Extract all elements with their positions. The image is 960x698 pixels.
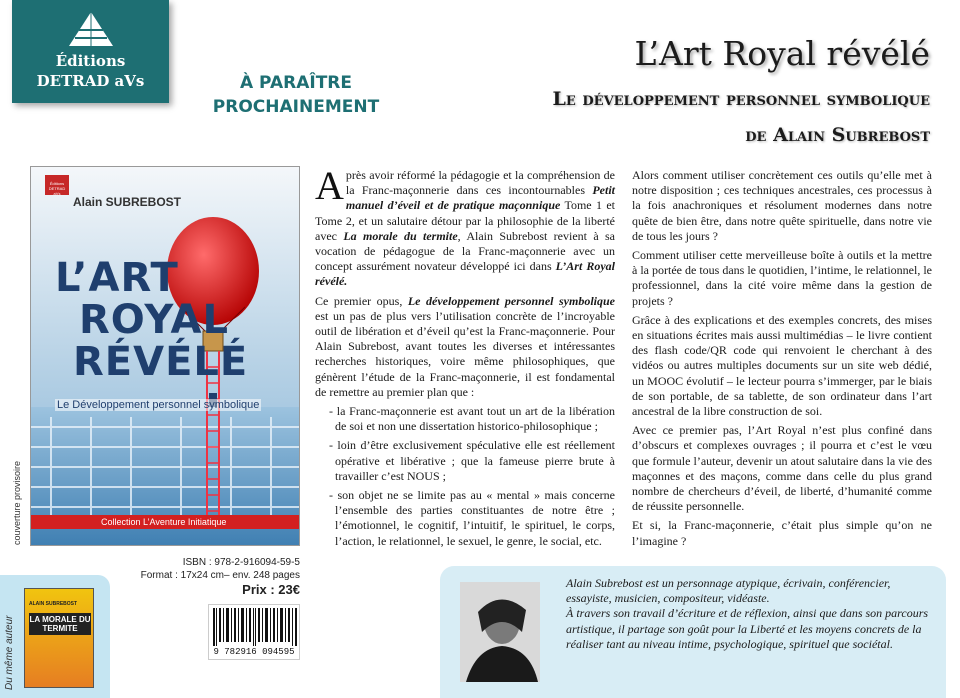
format-info: Format : 17x24 cm– env. 248 pages	[140, 570, 300, 581]
bullet-item: - son objet ne se limite pas au « mental » mais concerne l’ensemble des parties constituantes de notre être ; l’émotionnel, le cognitif, l’intuitif, le spirituel, le corps, l’action, le relationnel, le sexuel, le genre, le social, etc.	[329, 488, 615, 548]
announcement	[196, 71, 396, 119]
cover-subtitle: Le Développement personnel symbolique	[57, 399, 260, 411]
page-title: L’Art Royal révélé	[634, 34, 930, 73]
price: Prix : 23€	[242, 582, 300, 597]
cover-collection-band: Collection L’Aventure Initiatique	[31, 515, 299, 529]
cover-author: Alain SUBREBOST	[73, 195, 182, 209]
bio-paragraph: À travers son travail d’écriture et de réflexion, ainsi que dans son parcours artistique, il partage son goût pour la Liberté et les moyens concrets de la réaliser tant au niveau intime, psychologique, spirituel que sociétal.	[566, 606, 929, 651]
author-photo	[460, 582, 540, 682]
dropcap: A	[315, 163, 344, 208]
publisher-logo	[12, 0, 169, 103]
book-reference: Le développement personnel symbolique	[407, 293, 616, 308]
author-bio	[566, 576, 934, 652]
announcement-line1: À PARAÎTRE	[239, 73, 352, 93]
paragraph-intro	[315, 163, 616, 290]
description-column-1	[315, 163, 616, 553]
book-reference: L’Art Royal révélé.	[315, 259, 615, 289]
provisional-cover-note: couverture provisoire	[12, 460, 22, 545]
text-span: près avoir réformé la pédagogie et la compréhension de la Franc-maçonnerie dans ces incontournables	[345, 168, 615, 198]
same-author-label: Du même auteur	[4, 615, 15, 690]
publisher-name-line1: Éditions	[55, 52, 126, 70]
bio-paragraph: Alain Subrebost est un personnage atypique, écrivain, conférencier, essayiste, musicien, compositeur, vidéaste.	[566, 576, 891, 606]
bullet-item: - la Franc-maçonnerie est avant tout un art de la libération de soi et non une dissertation historico-philosophique ;	[329, 404, 615, 434]
paragraph-opus	[315, 294, 615, 400]
page-subtitle: Le développement personnel symbolique	[552, 88, 930, 110]
book-reference: La morale du termite	[343, 228, 458, 243]
paragraph: Et si, la Franc-maçonnerie, c’était plus simple qu’on ne l’imagine ?	[632, 518, 932, 548]
cover-title-line2: ROYAL	[79, 297, 229, 343]
bullet-item: - loin d’être exclusivement spéculative elle est réellement opérative et libérative ; que la fameuse pierre brute à travailler c’est NOUS ;	[329, 438, 615, 483]
cover-title-line3: RÉVÉLÉ	[73, 339, 249, 385]
paragraph: Grâce à des explications et des exemples concrets, des mises en situations écrites mais aussi multimédias – le livre contient des flash code/QR code qui renvoient le cherchant à des vidéos ou autres multiples documents sur un site web dédié, un MOOC évolutif – le lecteur pourra s’immerger, par le biais de son portable, de sa tablette, de son ordinateur dans l’art ancestral de la libre construction de soi.	[632, 312, 932, 419]
book-cover	[30, 166, 300, 546]
text-span: est un pas de plus vers l’utilisation concrète de l’incroyable outil de libération et d’éveil qu’est la Franc-maçonnerie. Pour Alain Subrebost, avant toutes les diverses et intéressantes recherches historiques, voire même philosophiques, que génèrent l’étude de la Franc-maçonnerie, il est fondamental de remettre au premier plan que :	[315, 308, 615, 399]
isbn: ISBN : 978-2-916094-59-5	[182, 557, 300, 568]
description-column-2	[632, 168, 932, 553]
text-span: Ce premier opus,	[315, 293, 408, 308]
cover-title-line1: L’ART	[55, 255, 179, 301]
paragraph: Comment utiliser cette merveilleuse boîte à outils et la mettre à la portée de tous dans le quotidien, l’intime, le relationnel, le professionnel, dans la cité voire même dans la gestion de projets ?	[632, 248, 932, 308]
paragraph: Alors comment utiliser concrètement ces outils qu’elle met à notre disposition ; ces techniques ancestrales, ces processus à la fois anachroniques et résolument modernes dans notre quête de bien être, dans notre quête spirituelle, dans notre vie de tous les jours ?	[632, 168, 932, 243]
cover-publisher-logo: Éditions DETRAD aVs	[45, 175, 69, 195]
paragraph: Avec ce premier pas, l’Art Royal n’est plus confiné dans d’obscurs et complexes ouvrages ; il pourra et c’est le vœu que formule l’auteur, devenir un atout salutaire dans la vie des maçonnes et des maçons, comme dans celle du plus grand nombre de chercheurs d’éveil, de liberté, d’humanité comme de réussite personnelle.	[632, 423, 932, 514]
author-portrait	[460, 582, 540, 682]
barcode	[208, 604, 300, 660]
same-author-book-cover[interactable]	[24, 588, 94, 688]
barcode-bars	[213, 608, 297, 646]
publisher-name-line2: DETRAD aVs	[36, 72, 145, 90]
announcement-line2: PROCHAINEMENT	[212, 97, 380, 117]
book-reference: Petit manuel d’éveil et de pratique maçonnique	[345, 183, 615, 213]
barcode-number: 9 782916 094595	[213, 647, 295, 657]
text-span: Tome 1 et Tome 2, et un salutaire détour par la philosophie de la liberté avec	[315, 198, 615, 243]
text-span: , Alain Subrebost revient à sa vocation de pédagogue de la Franc-maçonnerie avec un concept assurément novateur développé ici dans	[315, 228, 616, 274]
pyramid-icon	[67, 10, 115, 48]
author-line: de Alain Subrebost	[745, 124, 930, 146]
small-cover-title: LA MORALE DU TERMITE	[29, 615, 91, 633]
small-cover-author: ALAIN SUBREBOST	[29, 601, 78, 607]
